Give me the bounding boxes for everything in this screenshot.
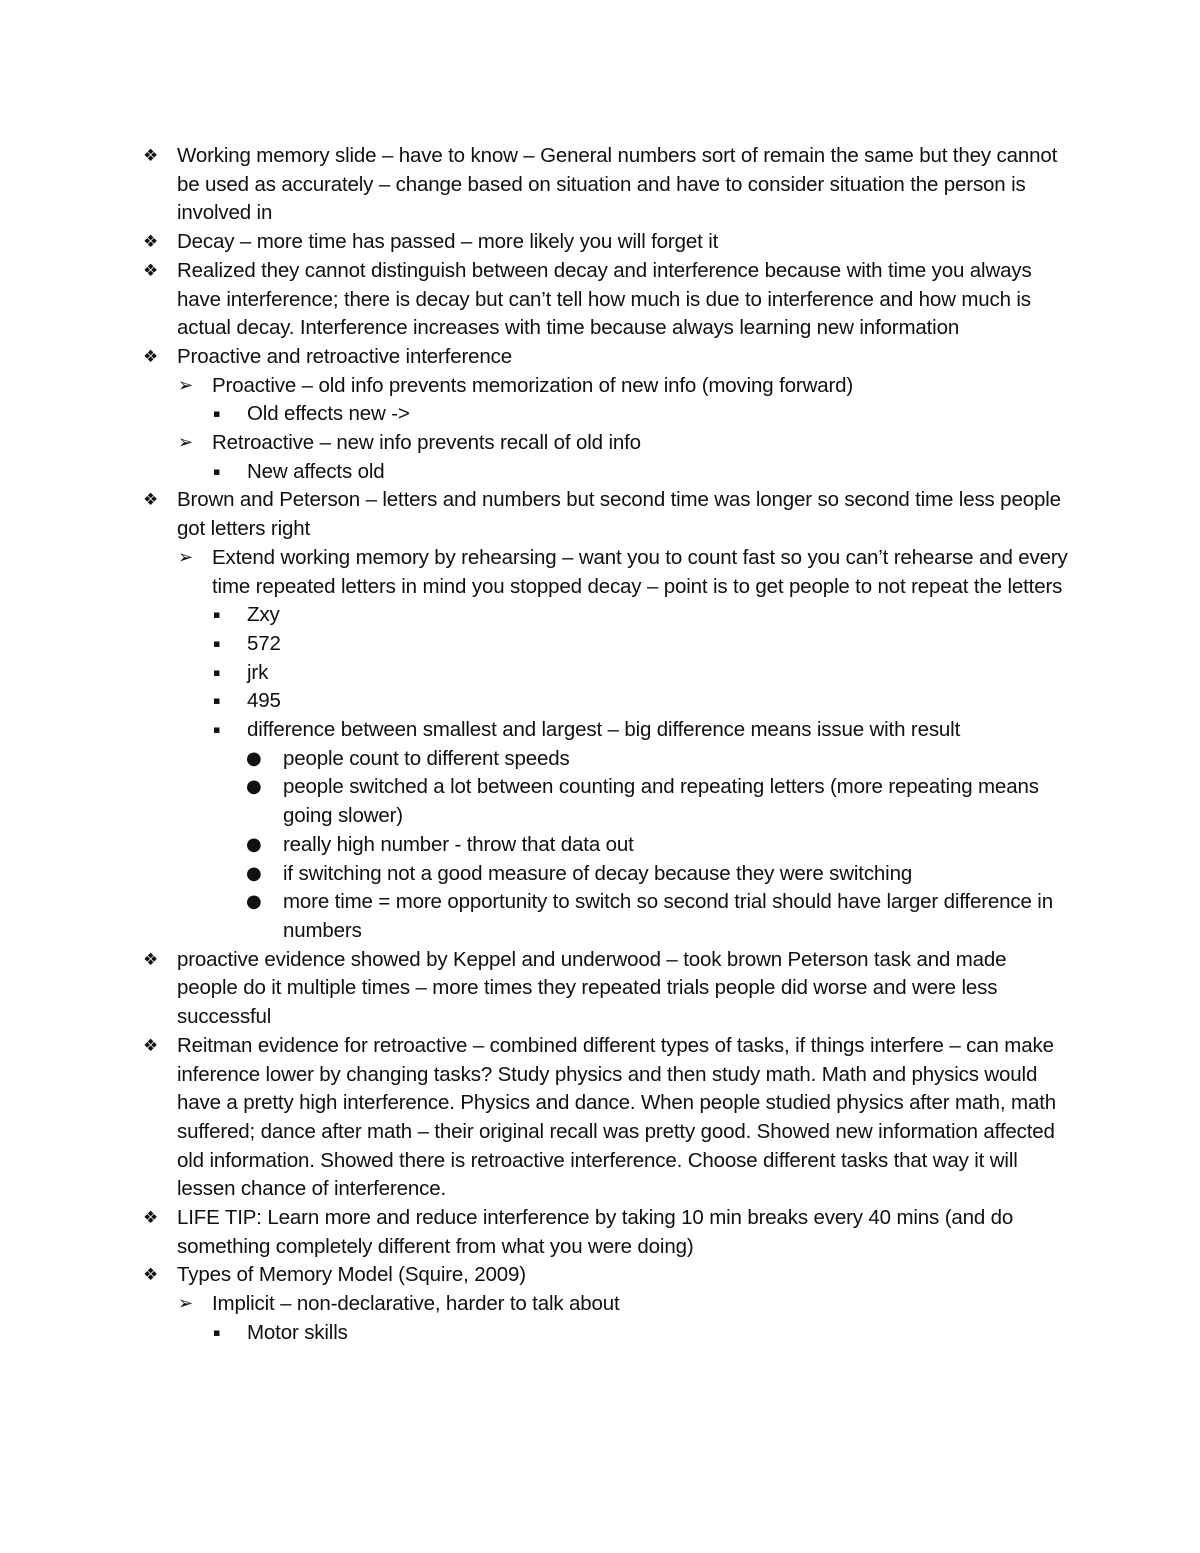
list-item xyxy=(0,1319,1070,1348)
notes-list xyxy=(0,142,1200,1348)
square-bullet-icon: ▪ xyxy=(213,1325,221,1339)
arrow-bullet-icon: ➢ xyxy=(178,374,193,396)
arrow-bullet-icon: ➢ xyxy=(178,1293,193,1315)
list-item xyxy=(0,716,1070,745)
list-item-text: Decay – more time has passed – more likely you will forget it xyxy=(177,230,719,254)
square-bullet-icon: ▪ xyxy=(213,636,221,650)
list-item xyxy=(0,486,1070,543)
list-item-text: Old effects new -> xyxy=(247,402,410,426)
list-item xyxy=(0,888,1070,945)
list-item-text: 495 xyxy=(247,689,281,713)
list-item-text: Motor skills xyxy=(247,1320,348,1344)
list-item xyxy=(0,544,1070,601)
diamond-bullet-icon: ❖ xyxy=(143,1265,159,1286)
list-item xyxy=(0,1290,1070,1319)
diamond-bullet-icon: ❖ xyxy=(143,1208,159,1229)
list-item xyxy=(0,860,1070,889)
list-item-text: difference between smallest and largest – big difference means issue with result xyxy=(247,718,961,742)
square-bullet-icon: ▪ xyxy=(213,407,221,421)
list-item xyxy=(0,142,1070,228)
list-item xyxy=(0,458,1070,487)
diamond-bullet-icon: ❖ xyxy=(143,146,159,166)
diamond-bullet-icon: ❖ xyxy=(143,346,159,367)
list-item-text: New affects old xyxy=(247,459,385,483)
diamond-bullet-icon: ❖ xyxy=(143,490,159,511)
list-item-text: proactive evidence showed by Keppel and underwood – took brown Peterson task and made people do it multiple times – more times they repeated trials people did worse and were less successful xyxy=(177,947,1007,1029)
square-bullet-icon: ▪ xyxy=(213,694,221,708)
list-item xyxy=(0,228,1070,257)
list-item-text: Extend working memory by rehearsing – want you to count fast so you can’t rehearse and every time repeated letters in mind you stopped decay – point is to get people to not repeat the letters xyxy=(212,545,1068,598)
square-bullet-icon: ▪ xyxy=(213,665,221,679)
list-item xyxy=(0,745,1070,774)
dot-bullet-icon: ● xyxy=(246,747,262,769)
diamond-bullet-icon: ❖ xyxy=(143,1035,159,1056)
list-item-text: Proactive and retroactive interference xyxy=(177,344,513,368)
list-item xyxy=(0,1204,1070,1261)
list-item-text: if switching not a good measure of decay because they were switching xyxy=(283,861,913,885)
list-item xyxy=(0,630,1070,659)
list-item xyxy=(0,257,1070,343)
list-item xyxy=(0,343,1070,372)
list-item-text: Implicit – non-declarative, harder to talk about xyxy=(212,1292,620,1316)
list-item-text: Realized they cannot distinguish between decay and interference because with time you always have interference; there is decay but can’t tell how much is due to interference and how much is actual decay. Interference increases with time because always learning new information xyxy=(177,258,1032,340)
list-item xyxy=(0,601,1070,630)
list-item-text: Zxy xyxy=(247,603,280,627)
arrow-bullet-icon: ➢ xyxy=(178,432,193,454)
list-item-text: people switched a lot between counting and repeating letters (more repeating means going slower) xyxy=(283,775,1039,828)
list-item-text: people count to different speeds xyxy=(283,746,570,770)
list-item-text: Working memory slide – have to know – General numbers sort of remain the same but they cannot be used as accurately – change based on situation and have to consider situation the person is involved in xyxy=(177,144,1058,225)
list-item xyxy=(0,773,1070,830)
list-item xyxy=(0,1032,1070,1204)
list-item xyxy=(0,400,1070,429)
arrow-bullet-icon: ➢ xyxy=(178,546,193,568)
list-item-text: jrk xyxy=(247,660,269,684)
diamond-bullet-icon: ❖ xyxy=(143,260,159,281)
square-bullet-icon: ▪ xyxy=(213,723,221,737)
list-item xyxy=(0,687,1070,716)
square-bullet-icon: ▪ xyxy=(213,464,221,478)
list-item xyxy=(0,1261,1070,1290)
square-bullet-icon: ▪ xyxy=(213,608,221,622)
dot-bullet-icon: ● xyxy=(246,776,262,798)
list-item-text: Types of Memory Model (Squire, 2009) xyxy=(177,1263,526,1287)
list-item xyxy=(0,831,1070,860)
list-item xyxy=(0,946,1070,1032)
list-item-text: Reitman evidence for retroactive – combined different types of tasks, if things interfere – can make inference lower by changing tasks? Study physics and then study math. Math and physics would have a pretty high interference. Physics and dance. When people studied physics after math, math suffered; dance after math – their original recall was pretty good. Showed new information affected old information. Showed there is retroactive interference. Choose different tasks that way it will lessen chance of interference. xyxy=(177,1033,1056,1201)
list-item-text: 572 xyxy=(247,631,281,655)
list-item-text: more time = more opportunity to switch so second trial should have larger difference in numbers xyxy=(283,890,1053,942)
list-item xyxy=(0,372,1070,401)
dot-bullet-icon: ● xyxy=(246,862,262,884)
dot-bullet-icon: ● xyxy=(246,891,262,913)
diamond-bullet-icon: ❖ xyxy=(143,232,159,253)
dot-bullet-icon: ● xyxy=(246,833,262,855)
diamond-bullet-icon: ❖ xyxy=(143,949,159,970)
list-item-text: Proactive – old info prevents memorization of new info (moving forward) xyxy=(212,373,854,397)
list-item-text: LIFE TIP: Learn more and reduce interference by taking 10 min breaks every 40 mins (and do something completely different from what you were doing) xyxy=(177,1206,1014,1258)
list-item-text: Brown and Peterson – letters and numbers but second time was longer so second time less people got letters right xyxy=(177,488,1061,541)
list-item xyxy=(0,659,1070,688)
list-item-text: Retroactive – new info prevents recall of old info xyxy=(212,431,641,455)
list-item-text: really high number - throw that data out xyxy=(283,832,634,856)
list-item xyxy=(0,429,1070,458)
